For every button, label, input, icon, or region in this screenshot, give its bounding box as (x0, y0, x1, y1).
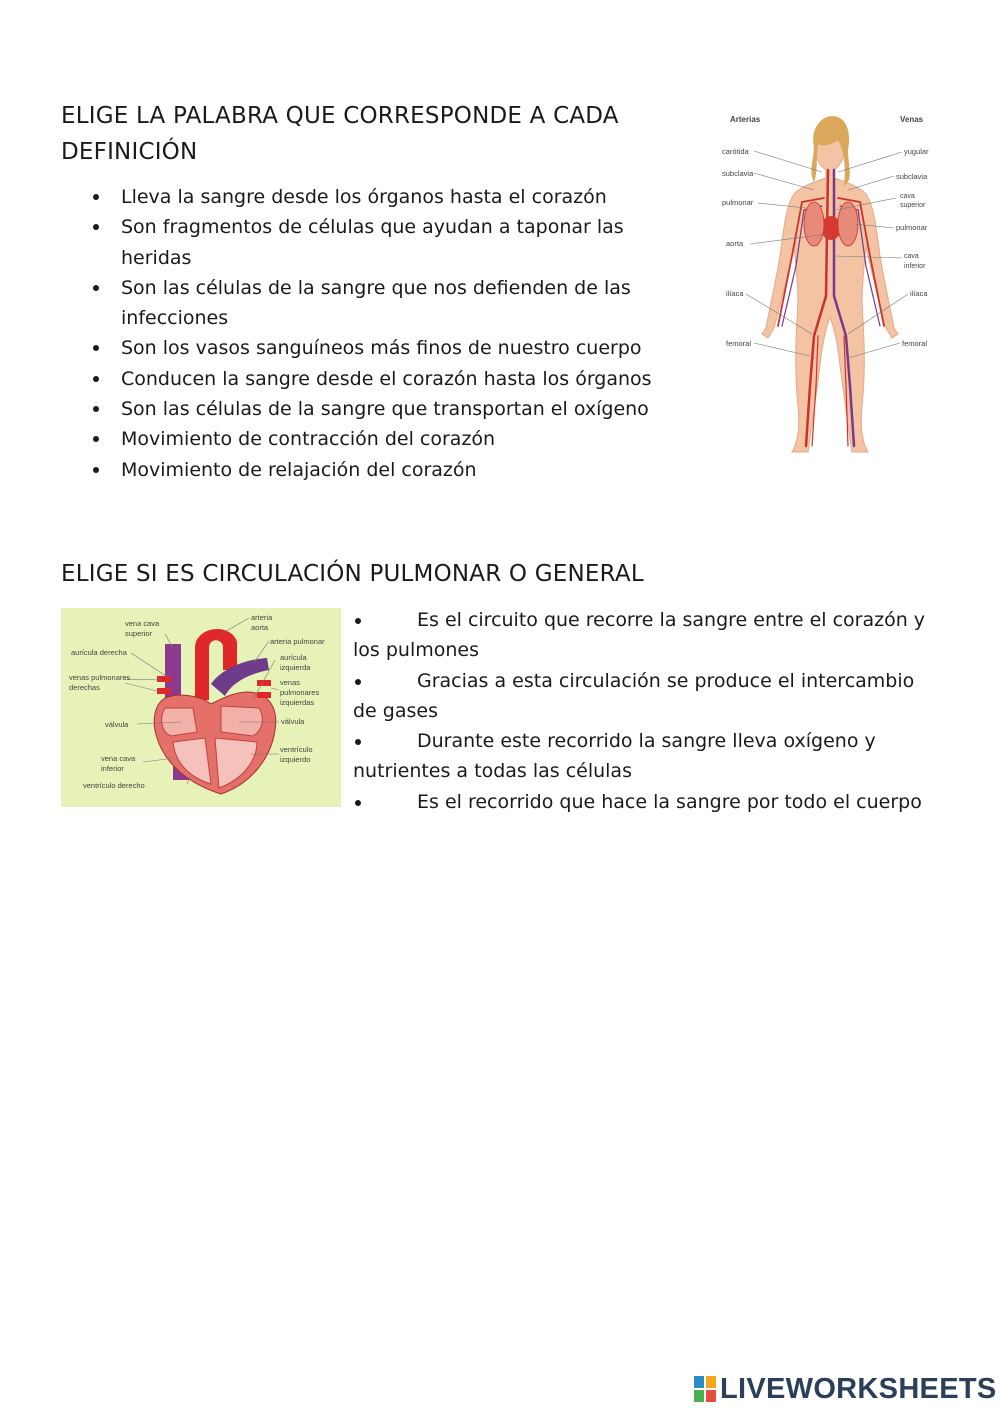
bullet-icon (353, 737, 417, 747)
label-iliaca-vena: ilíaca (910, 289, 928, 298)
arteries-label: Arterias (730, 115, 761, 124)
label-auricula-derecha: aurícula derecha (71, 648, 127, 657)
bullet-icon (353, 677, 417, 687)
circulation-item-text: Es el circuito que recorre la sangre entre el corazón y los pulmones (353, 609, 926, 662)
liveworksheets-logo-icon (694, 1376, 716, 1402)
label-cava-superior-2: superior (900, 202, 926, 209)
label-pulmonar-arteria: pulmonar (722, 198, 754, 207)
definition-item: Son fragmentos de células que ayudan a taponar las heridas (84, 212, 694, 273)
heart-diagram-image (61, 608, 341, 807)
label-venas-pulmonares-izquierdas-2: pulmonares (280, 688, 320, 697)
definitions-list (84, 182, 694, 485)
label-vena-cava-superior-1: vena cava (125, 619, 160, 628)
bullet-icon (353, 616, 417, 626)
label-vena-cava-inferior-2: inferior (101, 764, 124, 773)
section-2-heading: ELIGE SI ES CIRCULACIÓN PULMONAR O GENERAL (61, 561, 644, 587)
label-ventriculo-izquierdo-2: izquierdo (280, 755, 311, 764)
veins-label: Venas (900, 115, 924, 124)
label-arteria-aorta-2: aorta (251, 623, 269, 632)
label-carotida: carótida (722, 147, 749, 156)
label-venas-pulmonares-derechas-2: derechas (69, 683, 100, 692)
label-arteria-pulmonar: arteria pulmonar (270, 637, 325, 646)
definition-item: Lleva la sangre desde los órganos hasta el corazón (84, 182, 694, 212)
label-pulmonar-vena: pulmonar (896, 223, 928, 232)
circulation-item-text: Gracias a esta circulación se produce el intercambio de gases (353, 669, 915, 722)
definition-item: Conducen la sangre desde el corazón hasta los órganos (84, 364, 694, 394)
label-venas-pulmonares-izquierdas-1: venas (280, 678, 301, 687)
label-valvula-left: válvula (105, 720, 129, 729)
label-venas-pulmonares-derechas-1: venas pulmonares (69, 673, 131, 682)
label-arteria-aorta-1: arteria (251, 613, 273, 622)
definition-item: Son los vasos sanguíneos más finos de nuestro cuerpo (84, 333, 694, 363)
bullet-icon (353, 798, 417, 808)
label-venas-pulmonares-izquierdas-3: izquierdas (280, 698, 315, 707)
label-valvula-right: válvula (281, 717, 305, 726)
definition-item: Movimiento de contracción del corazón (84, 424, 694, 454)
circulation-item (353, 666, 943, 727)
circulation-item (353, 787, 943, 817)
label-cava-inferior-1: cava (904, 253, 919, 260)
brand-text: LIVEWORKSHEETS (720, 1372, 997, 1405)
definition-item: Son las células de la sangre que transportan el oxígeno (84, 394, 694, 424)
label-vena-cava-inferior-1: vena cava (101, 754, 136, 763)
section-1-heading: ELIGE LA PALABRA QUE CORRESPONDE A CADA DEFINICIÓN (61, 103, 619, 165)
circulation-item-text: Es el recorrido que hace la sangre por todo el cuerpo (417, 790, 922, 813)
label-ventriculo-derecho: ventrículo derecho (83, 781, 145, 790)
label-ventriculo-izquierdo-1: ventrículo (280, 745, 313, 754)
label-subclavia-vena: subclavia (896, 172, 928, 181)
label-yugular: yugular (904, 147, 929, 156)
label-iliaca-arteria: ilíaca (726, 289, 744, 298)
circulation-item (353, 605, 943, 666)
circulation-list (353, 605, 943, 817)
label-aorta: aorta (726, 239, 744, 248)
label-subclavia-arteria: subclavia (722, 169, 754, 178)
label-cava-inferior-2: inferior (904, 263, 926, 270)
label-femoral-vena: femoral (902, 339, 928, 348)
label-femoral-arteria: femoral (726, 339, 752, 348)
label-auricula-izquierda-1: aurícula (280, 653, 307, 662)
label-auricula-izquierda-2: izquierda (280, 663, 311, 672)
definition-item: Son las células de la sangre que nos defienden de las infecciones (84, 273, 694, 334)
definition-item: Movimiento de relajación del corazón (84, 455, 694, 485)
circulation-item (353, 726, 943, 787)
label-cava-superior-1: cava (900, 193, 915, 200)
circulatory-system-image (718, 106, 940, 462)
label-vena-cava-superior-2: superior (125, 629, 153, 638)
circulation-item-text: Durante este recorrido la sangre lleva oxígeno y nutrientes a todas las células (353, 730, 876, 783)
liveworksheets-brand (694, 1374, 997, 1404)
body-silhouette (762, 116, 898, 452)
